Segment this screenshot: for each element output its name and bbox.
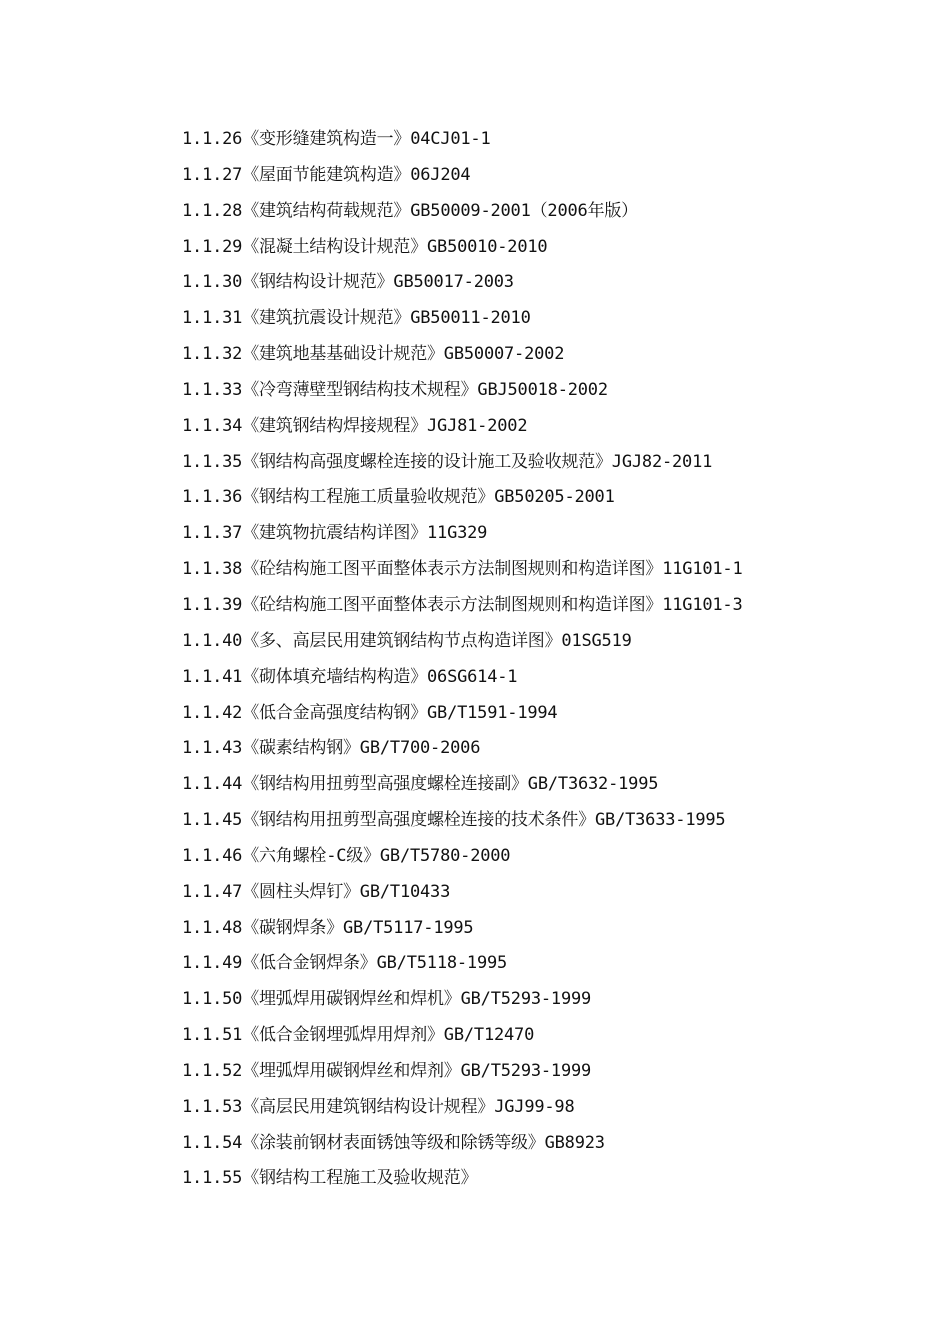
list-item: 1.1.27《屋面节能建筑构造》06J204 bbox=[182, 164, 471, 185]
list-item: 1.1.28《建筑结构荷载规范》GB50009-2001（2006年版） bbox=[182, 200, 638, 221]
list-item: 1.1.31《建筑抗震设计规范》GB50011-2010 bbox=[182, 308, 531, 329]
list-item: 1.1.48《碳钢焊条》GB/T5117-1995 bbox=[182, 917, 474, 938]
list-item: 1.1.26《变形缝建筑构造一》04CJ01-1 bbox=[182, 129, 491, 149]
list-item: 1.1.42《低合金高强度结构钢》GB/T1591-1994 bbox=[182, 702, 558, 723]
list-item: 1.1.55《钢结构工程施工及验收规范》 bbox=[182, 1168, 478, 1189]
list-item: 1.1.36《钢结构工程施工质量验收规范》GB50205-2001 bbox=[182, 487, 615, 508]
list-item: 1.1.40《多、高层民用建筑钢结构节点构造详图》01SG519 bbox=[182, 630, 632, 651]
list-item: 1.1.45《钢结构用扭剪型高强度螺栓连接的技术条件》GB/T3633-1995 bbox=[182, 810, 726, 831]
list-item: 1.1.49《低合金钢焊条》GB/T5118-1995 bbox=[182, 953, 508, 974]
list-item: 1.1.44《钢结构用扭剪型高强度螺栓连接副》GB/T3632-1995 bbox=[182, 774, 659, 795]
list-item: 1.1.29《混凝土结构设计规范》GB50010-2010 bbox=[182, 236, 548, 257]
list-item: 1.1.32《建筑地基基础设计规范》GB50007-2002 bbox=[182, 344, 565, 365]
reference-standards-list bbox=[182, 125, 882, 1200]
list-item: 1.1.33《冷弯薄壁型钢结构技术规程》GBJ50018-2002 bbox=[182, 379, 608, 400]
list-item: 1.1.39《砼结构施工图平面整体表示方法制图规则和构造详图》11G101-3 bbox=[182, 594, 743, 615]
list-item: 1.1.30《钢结构设计规范》GB50017-2003 bbox=[182, 272, 514, 293]
list-item: 1.1.46《六角螺栓-C级》GB/T5780-2000 bbox=[182, 845, 511, 866]
list-item: 1.1.53《高层民用建筑钢结构设计规程》JGJ99-98 bbox=[182, 1096, 575, 1117]
list-item: 1.1.51《低合金钢埋弧焊用焊剂》GB/T12470 bbox=[182, 1025, 535, 1046]
list-item: 1.1.41《砌体填充墙结构构造》06SG614-1 bbox=[182, 666, 518, 687]
list-item: 1.1.37《建筑物抗震结构详图》11G329 bbox=[182, 523, 488, 544]
list-item: 1.1.35《钢结构高强度螺栓连接的设计施工及验收规范》JGJ82-2011 bbox=[182, 451, 713, 472]
list-item: 1.1.34《建筑钢结构焊接规程》JGJ81-2002 bbox=[182, 415, 528, 436]
list-item: 1.1.38《砼结构施工图平面整体表示方法制图规则和构造详图》11G101-1 bbox=[182, 559, 743, 580]
list-item: 1.1.47《圆柱头焊钉》GB/T10433 bbox=[182, 881, 451, 902]
list-item: 1.1.52《埋弧焊用碳钢焊丝和焊剂》GB/T5293-1999 bbox=[182, 1060, 592, 1081]
list-item: 1.1.54《涂装前钢材表面锈蚀等级和除锈等级》GB8923 bbox=[182, 1132, 605, 1153]
list-item: 1.1.50《埋弧焊用碳钢焊丝和焊机》GB/T5293-1999 bbox=[182, 989, 592, 1010]
list-item: 1.1.43《碳素结构钢》GB/T700-2006 bbox=[182, 738, 481, 759]
